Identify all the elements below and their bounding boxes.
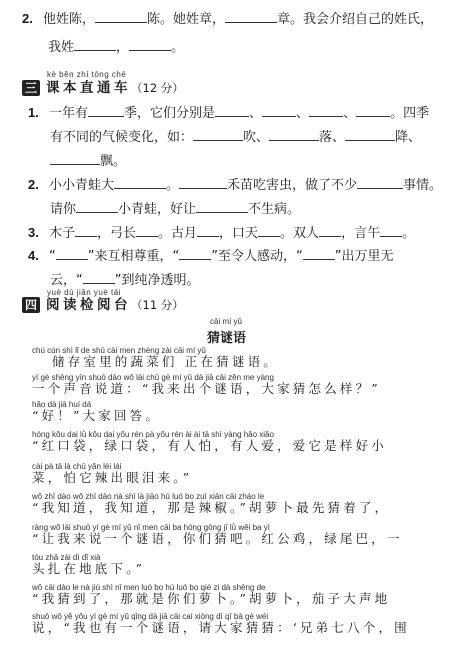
q3-line [28, 224, 415, 242]
section-title: 阅读检阅台 [46, 297, 131, 313]
line-pinyin: wǒ zhī dào wǒ zhī dào nà shì là jiāo hú luó bo zuì xiān cāi zháo le [32, 492, 265, 501]
text: ”出万里无 [334, 249, 394, 264]
text: 陈。她姓章， [147, 12, 226, 27]
text: 飘。 [100, 154, 127, 169]
answer-blank[interactable] [215, 104, 249, 117]
line-pinyin: tóu zhā zài dì dǐ xià [32, 553, 101, 562]
answer-blank[interactable] [179, 176, 227, 189]
line-text: “好！”大家回答。 [32, 408, 162, 423]
text: 降、 [395, 130, 422, 145]
answer-blank[interactable] [56, 247, 88, 260]
section-3-pinyin: kè běn zhí tōng chē [47, 70, 127, 79]
answer-blank[interactable] [114, 176, 166, 189]
line-pinyin: ràng wǒ lái shuō yí gè mí yǔ nǐ men cāi ba hóng gōng jī lǜ wěi ba yì [32, 523, 270, 532]
text: 。四季 [390, 106, 430, 121]
text: 、 [343, 106, 357, 121]
answer-blank[interactable] [76, 200, 118, 213]
answer-blank[interactable] [262, 104, 296, 117]
text: 有不同的气候变化，如： [50, 130, 194, 145]
answer-blank[interactable] [193, 128, 243, 141]
answer-blank[interactable] [356, 104, 390, 117]
story-title-pinyin: cāi mí yǔ [210, 317, 243, 326]
text: ， [116, 40, 130, 55]
q-top-2-line2 [48, 38, 184, 56]
answer-blank[interactable] [74, 38, 116, 51]
line-text: 说，“我也有一个谜语，请大家猜猜：‘兄弟七八个，围 [32, 620, 410, 635]
section-title: 课本直通车 [46, 80, 131, 96]
question-number: 1. [28, 105, 39, 120]
answer-blank[interactable] [196, 200, 248, 213]
answer-blank[interactable] [345, 128, 395, 141]
text: 事情。 [403, 178, 443, 193]
question-number: 3. [28, 225, 39, 240]
answer-blank[interactable] [303, 247, 335, 260]
line-text: 头扎在地底下。” [32, 561, 146, 576]
story-line-2 [32, 373, 381, 396]
text: 请你 [50, 202, 77, 217]
text: 季，它们分别是 [124, 106, 216, 121]
q2-line1 [28, 176, 442, 194]
text: “ [48, 249, 56, 264]
text: ”到纯净透明。 [114, 273, 200, 288]
section-badge: 三 [22, 80, 40, 96]
line-text: 菜，怕它辣出眼泪来。” [32, 470, 193, 485]
story-line-9 [32, 583, 390, 606]
text: 、 [296, 106, 310, 121]
question-number: 4. [28, 248, 39, 263]
section-points: （11 分） [131, 298, 184, 312]
answer-blank[interactable] [136, 224, 158, 237]
text: 。双人 [280, 226, 320, 241]
q1-line1 [28, 104, 429, 122]
text: 小小青蛙大 [48, 178, 114, 193]
line-pinyin: shuō wǒ yě yǒu yí gè mí yǔ qǐng dà jiā cāi cai xiōng dì qī bā gè wéi [32, 612, 269, 621]
text: ，弓长 [97, 226, 137, 241]
answer-blank[interactable] [75, 224, 97, 237]
story-line-5 [32, 462, 192, 485]
text: 。 [402, 226, 416, 241]
story-title: 猜谜语 [207, 331, 247, 346]
line-pinyin: wǒ cāi dào le nà jiù shì nǐ men luó bo hú luó bo qié zi dà shēng de [32, 583, 266, 592]
section-3-header [22, 80, 184, 96]
text: 他姓陈， [42, 12, 95, 27]
line-pinyin: hóng kǒu dai lǜ kǒu dai yǒu rén pà yǒu rén ài ài tā shì yàng hǎo xiǎo [32, 430, 274, 439]
text: 吹、 [243, 130, 270, 145]
text: 我姓 [48, 40, 75, 55]
q2-line2 [50, 200, 300, 218]
story-line-7 [32, 523, 403, 546]
text: 不生病。 [248, 202, 301, 217]
section-4-pinyin: yuè dú jiǎn yuè tái [47, 288, 121, 297]
answer-blank[interactable] [95, 10, 147, 23]
line-text: “我猜到了，那就是你们萝卜。”胡萝卜，茄子大声地 [32, 591, 391, 606]
story-line-6 [32, 492, 390, 515]
text: 云，“ [50, 273, 83, 288]
text: ”至令人感动，“ [211, 249, 303, 264]
answer-blank[interactable] [258, 224, 280, 237]
answer-blank[interactable] [88, 104, 124, 117]
answer-blank[interactable] [319, 224, 341, 237]
line-pinyin: hǎo dà jiā huí dá [32, 400, 92, 409]
q1-line2 [50, 128, 421, 146]
q4-line1 [28, 247, 393, 265]
q-top-2 [22, 10, 433, 28]
answer-blank[interactable] [380, 224, 402, 237]
answer-blank[interactable] [129, 38, 171, 51]
answer-blank[interactable] [225, 10, 277, 23]
line-pinyin: cài pà tā là chū yǎn lèi lái [32, 462, 122, 471]
text: ”来互相尊重，“ [87, 249, 180, 264]
line-text: 一个声音说道：“我来出个谜语，大家猜怎么样？” [32, 381, 381, 396]
text: 。 [171, 40, 185, 55]
story-line-3 [32, 400, 161, 423]
line-text: “红口袋，绿口袋，有人怕，有人爱，爱它是样好小 [32, 438, 387, 453]
text: 禾苗吃害虫，做了不少 [227, 178, 358, 193]
text: 小青蛙，好让 [118, 202, 197, 217]
text: 一年有 [48, 106, 88, 121]
text: 。古月 [158, 226, 198, 241]
section-points: （12 分） [131, 81, 184, 95]
text: 落、 [319, 130, 346, 145]
text: ，言午 [341, 226, 381, 241]
story-line-4 [32, 430, 387, 453]
story-line-8 [32, 553, 145, 576]
answer-blank[interactable] [179, 247, 211, 260]
text: 。 [166, 178, 180, 193]
question-number: 2. [28, 177, 39, 192]
question-number: 2. [22, 11, 33, 26]
answer-blank[interactable] [50, 152, 100, 165]
text: 、 [249, 106, 263, 121]
line-text: “我知道，我知道，那是辣椒。”胡萝卜最先猜着了， [32, 500, 391, 515]
q1-line3 [50, 152, 126, 170]
story-line-1 [32, 346, 279, 369]
answer-blank[interactable] [357, 176, 403, 189]
line-text: 储存室里的蔬菜们 正在猜谜语。 [52, 354, 279, 369]
answer-blank[interactable] [83, 271, 115, 284]
section-4-header [22, 297, 184, 313]
line-text: “让我来说一个谜语，你们猜吧。红公鸡，绿尾巴，一 [32, 531, 403, 546]
line-pinyin: yí gè shēng yīn shuō dào wǒ lái chū gè mí yǔ dà jiā cāi zěn me yàng [32, 373, 274, 382]
line-pinyin: chú cún shì lǐ de shū cài men zhèng zài cāi mí yǔ [32, 346, 206, 355]
text: 章。我会介绍自己的姓氏， [277, 12, 434, 27]
answer-blank[interactable] [269, 128, 319, 141]
answer-blank[interactable] [197, 224, 219, 237]
answer-blank[interactable] [309, 104, 343, 117]
text: ，口天 [219, 226, 259, 241]
story-line-10 [32, 612, 410, 635]
q4-line2 [50, 271, 200, 289]
section-badge: 四 [22, 297, 40, 313]
text: 木子 [48, 226, 75, 241]
